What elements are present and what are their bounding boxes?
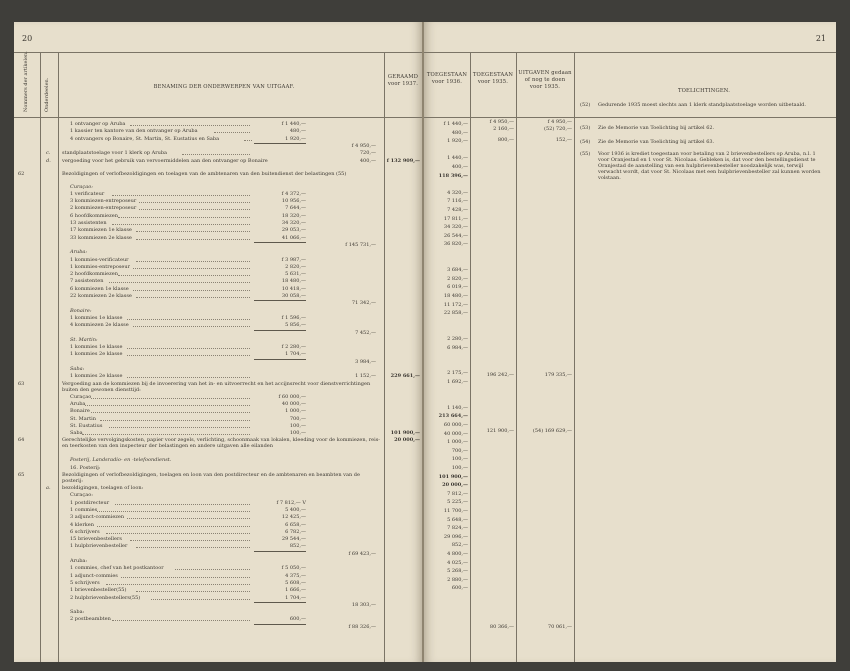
item-description: Bezoldigingen of verlofbezoldigingen en toelagen van de ambtenaren van den buitendienst der belastingen (55) bbox=[62, 170, 347, 177]
item-description: 6 hoofdkommiezen bbox=[70, 212, 118, 219]
toegestaan-1935-amount: 800,— bbox=[497, 137, 514, 143]
toegestaan-1936-amount: 100,— bbox=[451, 465, 468, 471]
article-number: 63 bbox=[18, 380, 25, 387]
sum-rule bbox=[254, 551, 306, 552]
page-number-right: 21 bbox=[815, 34, 826, 43]
leader-dots bbox=[136, 261, 250, 262]
sub-amount: f 1 440,— bbox=[281, 121, 306, 127]
leader-dots bbox=[85, 405, 250, 406]
left-page bbox=[14, 22, 422, 662]
note-text: Zie de Memorie van Toelichting bij artikel 62. bbox=[598, 125, 715, 131]
sub-amount: 5 631,— bbox=[285, 271, 306, 278]
header-toegestaan-1935: TOEGESTAAN voor 1935. bbox=[472, 72, 514, 85]
leader-dots bbox=[97, 511, 250, 512]
toegestaan-1936-amount: 1 000,— bbox=[447, 439, 468, 446]
note-text: Gedurende 1935 moest slechts aan 1 klerk standplaatstoelage worden uitbetaald. bbox=[598, 102, 806, 108]
item-description: 2 postbeambten bbox=[70, 616, 111, 623]
item-description: 1 ontvanger op Aruba bbox=[70, 121, 126, 127]
sub-amount: 600,— bbox=[289, 616, 306, 623]
sum-rule bbox=[254, 624, 306, 625]
item-description: 16. Posterij: bbox=[70, 464, 101, 471]
item-description: St. Eustatius bbox=[70, 422, 103, 429]
sum-rule bbox=[254, 359, 306, 360]
item-description: 2 kommiezen-entreposeur bbox=[70, 205, 137, 212]
header-toegestaan-1936: TOEGESTAAN voor 1936. bbox=[426, 72, 468, 85]
toegestaan-1936-amount: 2 880,— bbox=[447, 576, 468, 583]
sum-rule bbox=[254, 330, 306, 331]
geraamd-amount: 20 000,— bbox=[394, 437, 420, 444]
item-description: 7 assistenten bbox=[70, 278, 104, 285]
sub-amount: f 1 596,— bbox=[281, 314, 306, 321]
toegestaan-1936-amount: 22 858,— bbox=[443, 310, 468, 317]
toegestaan-1936-amount: 18 480,— bbox=[443, 293, 468, 299]
sub-amount: 18 480,— bbox=[281, 278, 306, 285]
part-letter: a. bbox=[46, 485, 51, 491]
toegestaan-1936-amount: 2 175,— bbox=[447, 370, 468, 377]
line-total: f 69 423,— bbox=[348, 550, 376, 557]
sub-amount: 700,— bbox=[289, 415, 306, 422]
line-total: 7 452,— bbox=[355, 329, 376, 336]
toegestaan-1936-amount: 101 900,— bbox=[438, 473, 468, 480]
sub-amount: 1 704,— bbox=[285, 351, 306, 358]
item-description: Bonaire bbox=[70, 408, 90, 415]
sum-rule bbox=[254, 242, 306, 243]
toegestaan-1936-amount: 7 428,— bbox=[447, 207, 468, 213]
toegestaan-1936-amount: 20 000,— bbox=[442, 482, 468, 489]
item-description: Posterij, Landsradio- en -telefoondienst. bbox=[70, 457, 172, 464]
leader-dots bbox=[112, 224, 250, 225]
sub-amount: 1 666,— bbox=[285, 587, 306, 594]
toegestaan-1935-amount: 80 366,— bbox=[489, 624, 514, 630]
toegestaan-1936-amount: 6 984,— bbox=[447, 344, 468, 351]
item-description: Aruba: bbox=[70, 249, 88, 256]
sub-amount: 100,— bbox=[289, 422, 306, 429]
right-page bbox=[424, 22, 836, 662]
leader-dots bbox=[118, 275, 250, 276]
item-description: Aruba bbox=[70, 400, 86, 407]
item-description: Vergoeding aan de kommiezen bij de invoerering van het in- en uitvoerrecht en het accijnsrecht voor dienstverrichtingen buiten den gewonen diensttijd: bbox=[62, 380, 371, 393]
item-description: Curaçao: bbox=[70, 492, 93, 499]
item-description: Bonaire: bbox=[70, 307, 92, 314]
leader-dots bbox=[136, 547, 250, 548]
leader-dots bbox=[175, 569, 250, 570]
item-description: vergoeding voor het gebruik van vervoermiddelen aan den ontvanger op Bonaire bbox=[62, 157, 268, 164]
item-description: 33 kommiezen 2e klasse bbox=[70, 234, 132, 241]
item-description: 1 postdirecteur bbox=[70, 499, 110, 506]
leader-dots bbox=[130, 125, 250, 126]
column-divider bbox=[58, 52, 59, 662]
toegestaan-1936-amount: 40 000,— bbox=[443, 430, 468, 437]
toegestaan-1935-amount: 196 242,— bbox=[486, 372, 514, 378]
sub-amount: 5 400,— bbox=[285, 506, 306, 513]
item-description: 1 hulpbrievenbesteller bbox=[70, 543, 128, 550]
toegestaan-1936-amount: 4 025,— bbox=[447, 559, 468, 566]
leader-dots bbox=[127, 319, 250, 320]
toegestaan-1936-amount: 11 700,— bbox=[443, 508, 468, 514]
uitgaven-amount: 70 061,— bbox=[547, 624, 572, 630]
toegestaan-1936-amount: 700,— bbox=[451, 447, 468, 454]
note-ref: (55) bbox=[580, 151, 591, 157]
note-text: Voor 1936 is krediet toegestaan voor betaling van 2 brievenbestellers op Aruba, n.l. 1 voor Oranjestad en 1 voor St. Nicolaas. Gebleken is, dat voor den bestellingsdienst te Oranjestad de aanstelling van een hulpbrievenbesteller noodzakelijk was, terwijl verwacht wordt, dat voor St. Nicolaas met een hulpbrievenbesteller zal kunnen worden volstaan. bbox=[598, 151, 821, 181]
column-divider bbox=[384, 52, 385, 662]
sub-amount: 1 000,— bbox=[285, 408, 306, 415]
sub-amount: 6 782,— bbox=[285, 528, 306, 535]
item-description: St. Martin bbox=[70, 415, 96, 422]
header-bottom-rule bbox=[424, 117, 836, 118]
leader-dots bbox=[115, 504, 250, 505]
item-description: 2 hoofdkommiezen bbox=[70, 271, 118, 278]
item-description: Aruba: bbox=[70, 558, 88, 564]
item-description: 1 commies, chef van het postkantoor bbox=[70, 565, 164, 572]
leader-dots bbox=[82, 434, 250, 435]
item-description: 6 schrijvers bbox=[70, 528, 100, 535]
sub-amount: 6 658,— bbox=[285, 521, 306, 528]
sub-amount: 10 418,— bbox=[281, 285, 306, 292]
uitgaven-amount: (54) 169 629,— bbox=[532, 428, 572, 434]
article-number: 65 bbox=[18, 472, 25, 478]
toegestaan-1936-amount: 480,— bbox=[451, 129, 468, 136]
item-description: standplaatstoelage voor 1 klerk op Aruba bbox=[62, 150, 168, 157]
item-description: 1 kommies 1e klasse bbox=[70, 314, 123, 321]
item-description: Saba: bbox=[70, 366, 85, 372]
sub-amount: 40 000,— bbox=[281, 400, 306, 407]
item-description: 4 ontvangers op Bonaire, St. Martin, St. Eustatius en Saba bbox=[70, 135, 220, 142]
sub-amount: 4 375,— bbox=[285, 572, 306, 579]
leader-dots bbox=[136, 239, 250, 240]
sub-amount: 30 058,— bbox=[281, 293, 306, 299]
sub-amount: f 3 987,— bbox=[281, 256, 306, 263]
sub-amount: f 60 000,— bbox=[278, 393, 306, 400]
sub-amount: 12 425,— bbox=[281, 514, 306, 521]
sub-amount: 5 608,— bbox=[285, 579, 306, 586]
sub-amount: 1 920,— bbox=[285, 135, 306, 142]
uitgaven-amount: f 4 950,— bbox=[547, 119, 572, 125]
sub-amount: 852,— bbox=[289, 543, 306, 550]
item-description: 1 kommies 2e klasse bbox=[70, 351, 123, 358]
toegestaan-1936-amount: 100,— bbox=[451, 456, 468, 463]
line-total: 1 152,— bbox=[355, 373, 376, 380]
column-divider bbox=[516, 52, 517, 662]
header-onderdeelen: Onderdeelen. bbox=[44, 77, 50, 112]
toegestaan-1936-amount: 26 544,— bbox=[443, 232, 468, 239]
part-letter: d. bbox=[46, 157, 51, 164]
sub-amount: f 5 050,— bbox=[281, 565, 306, 572]
note-ref: (53) bbox=[580, 125, 591, 131]
leader-dots bbox=[139, 209, 250, 210]
uitgaven-amount: (52) 720,— bbox=[544, 126, 572, 132]
leader-dots bbox=[127, 348, 250, 349]
leader-dots bbox=[100, 420, 250, 421]
leader-dots bbox=[214, 132, 250, 133]
leader-dots bbox=[106, 533, 250, 534]
item-description: 1 kommies 1e klasse bbox=[70, 344, 123, 351]
item-description: Curaçao bbox=[70, 393, 92, 400]
geraamd-amount: 101 900,— bbox=[390, 430, 420, 437]
item-description: 17 kommiezen 1e klasse bbox=[70, 227, 132, 234]
item-description: 1 kassier ten kantore van den ontvanger op Aruba bbox=[70, 128, 198, 135]
sub-amount: f 7 812,— V bbox=[276, 499, 306, 506]
item-description: 1 kommies-entreposeur bbox=[70, 263, 130, 270]
item-description: St. Martin: bbox=[70, 336, 98, 343]
leader-dots bbox=[118, 217, 250, 218]
line-total: 720,— bbox=[359, 150, 376, 157]
item-description: 13 assistenten bbox=[70, 220, 107, 226]
sub-amount: f 2 280,— bbox=[281, 344, 306, 351]
item-description: Saba: bbox=[70, 609, 85, 616]
toegestaan-1936-amount: 29 096,— bbox=[443, 533, 468, 540]
header-geraamd: GERAAMD voor 1937. bbox=[387, 74, 419, 87]
note-text: Zie de Memorie van Toelichting bij artikel 63. bbox=[598, 139, 715, 145]
item-description: 1 commies bbox=[70, 506, 98, 513]
item-description: Curaçao: bbox=[70, 183, 93, 190]
leader-dots bbox=[136, 297, 250, 298]
toegestaan-1936-amount: 600,— bbox=[451, 585, 468, 592]
item-description: 6 kommiezen 1e klasse bbox=[70, 285, 129, 292]
sub-amount: 480,— bbox=[289, 128, 306, 135]
leader-dots bbox=[97, 526, 250, 527]
line-total: f 145 731,— bbox=[345, 241, 376, 248]
leader-dots bbox=[182, 154, 250, 155]
header-bottom-rule bbox=[14, 117, 422, 118]
sub-amount: 100,— bbox=[289, 430, 306, 437]
article-number: 64 bbox=[18, 437, 25, 444]
sum-rule bbox=[254, 143, 306, 144]
toegestaan-1936-amount: 60 000,— bbox=[443, 422, 468, 428]
geraamd-amount: 229 661,— bbox=[390, 373, 420, 380]
toegestaan-1936-amount: 852,— bbox=[451, 542, 468, 549]
leader-dots bbox=[133, 326, 250, 327]
sub-amount: 18 320,— bbox=[281, 212, 306, 219]
sub-amount: 29 544,— bbox=[281, 536, 306, 543]
sub-amount: 41 066,— bbox=[281, 234, 306, 241]
leader-dots bbox=[133, 290, 250, 291]
line-total: 400,— bbox=[359, 157, 376, 164]
leader-dots bbox=[91, 412, 250, 413]
item-description: 2 hulpbrievenbestellers(55) bbox=[70, 594, 141, 601]
leader-dots bbox=[109, 282, 250, 283]
uitgaven-amount: 179 335,— bbox=[544, 372, 572, 378]
leader-dots bbox=[106, 584, 250, 585]
leader-dots bbox=[112, 195, 250, 196]
item-description: Bezoldigingen of verlofbezoldigingen, toelagen en loon van den postdirecteur en de ambtenaren en beambten van de posterij: bbox=[62, 472, 360, 484]
leader-dots bbox=[112, 620, 250, 621]
leader-dots bbox=[151, 599, 250, 600]
column-divider bbox=[470, 52, 471, 662]
toegestaan-1936-amount: 7 812,— bbox=[447, 490, 468, 497]
page-number-left: 20 bbox=[22, 34, 33, 43]
toegestaan-1936-amount: 7 824,— bbox=[447, 525, 468, 532]
header-toelichtingen: TOELICHTINGEN. bbox=[677, 88, 731, 94]
toegestaan-1936-amount: f 1 440,— bbox=[443, 121, 468, 127]
toegestaan-1936-amount: 4 320,— bbox=[447, 189, 468, 196]
line-total: 18 303,— bbox=[351, 601, 376, 608]
header-uitgaven: UITGAVEN gedaan of nog te doen voor 1935. bbox=[518, 70, 572, 90]
leader-dots bbox=[127, 377, 250, 378]
toegestaan-1936-amount: 3 684,— bbox=[447, 267, 468, 274]
item-description: 4 klerken bbox=[70, 521, 94, 528]
toegestaan-1936-amount: 5 225,— bbox=[447, 499, 468, 506]
sub-amount: 34 320,— bbox=[281, 220, 306, 226]
sub-amount: 7 644,— bbox=[285, 205, 306, 212]
leader-dots bbox=[136, 231, 250, 232]
item-description: 1 adjunct-commies bbox=[70, 572, 118, 579]
toegestaan-1936-amount: 2 820,— bbox=[447, 275, 468, 282]
item-description: Gerechtelijke vervolgingskosten, papier voor zegels, verlichting, schoonmaak van lokalen, kleeding voor de kommiezen, reis- en teerkosten van den inspecteur der belastingen en andere uitgaven alle eilanden bbox=[62, 437, 380, 450]
toegestaan-1935-amount: 2 160,— bbox=[493, 126, 514, 132]
header-benaming: BENAMING DER ONDERWERPEN VAN UITGAAF. bbox=[153, 84, 295, 90]
toegestaan-1936-amount: 4 800,— bbox=[447, 551, 468, 557]
leader-dots bbox=[136, 591, 250, 592]
toegestaan-1936-amount: 34 320,— bbox=[443, 224, 468, 231]
header-top-rule bbox=[14, 52, 422, 53]
item-description: 1 kommies 2e klasse bbox=[70, 373, 123, 380]
sub-amount: 1 704,— bbox=[285, 594, 306, 601]
uitgaven-amount: 152,— bbox=[555, 137, 572, 143]
item-description: 1 kommies-verificateur bbox=[70, 256, 129, 263]
sub-amount: 29 053,— bbox=[281, 227, 306, 234]
leader-dots bbox=[133, 268, 250, 269]
toegestaan-1936-amount: 2 280,— bbox=[447, 336, 468, 342]
item-description: 1 brievenbesteller(55) bbox=[70, 587, 127, 594]
toegestaan-1935-amount: f 4 950,— bbox=[489, 119, 514, 125]
toegestaan-1936-amount: 5 268,— bbox=[447, 568, 468, 575]
column-divider bbox=[40, 52, 41, 662]
toegestaan-1936-amount: 1 920,— bbox=[447, 138, 468, 145]
column-divider bbox=[574, 52, 575, 662]
line-total: 3 984,— bbox=[355, 358, 376, 365]
leader-dots bbox=[127, 355, 250, 356]
sum-rule bbox=[254, 300, 306, 301]
toegestaan-1936-amount: 5 648,— bbox=[447, 516, 468, 523]
item-description: 3 kommiezen-entreposeur bbox=[70, 198, 137, 205]
note-ref: (52) bbox=[580, 102, 591, 108]
line-total: f 88 326,— bbox=[348, 623, 376, 630]
leader-dots bbox=[121, 577, 250, 578]
toegestaan-1936-amount: 6 019,— bbox=[447, 284, 468, 291]
article-number: 62 bbox=[18, 170, 25, 177]
leader-dots bbox=[130, 540, 250, 541]
leader-dots bbox=[139, 202, 250, 203]
toegestaan-1936-amount: 7 116,— bbox=[447, 198, 468, 205]
item-description: Saba bbox=[70, 430, 83, 437]
item-description: 22 kommiezen 2e klasse bbox=[70, 293, 132, 299]
item-description: 3 adjunct-commiezen bbox=[70, 514, 125, 521]
sub-amount: f 4 372,— bbox=[281, 190, 306, 197]
leader-dots bbox=[91, 398, 250, 399]
note-ref: (54) bbox=[580, 139, 591, 145]
header-nommers: Nommers der artikelen. bbox=[23, 51, 29, 112]
sub-amount: 5 856,— bbox=[285, 322, 306, 329]
toegestaan-1936-amount: 1 440,— bbox=[447, 155, 468, 162]
leader-dots bbox=[109, 427, 250, 428]
sub-amount: 10 956,— bbox=[281, 198, 306, 205]
sub-amount: 2 820,— bbox=[285, 263, 306, 270]
part-letter: c. bbox=[46, 150, 51, 157]
toegestaan-1936-amount: 17 811,— bbox=[443, 215, 468, 222]
toegestaan-1935-amount: 121 900,— bbox=[486, 428, 514, 434]
item-description: 15 brievenbestellers bbox=[70, 536, 122, 543]
toegestaan-1936-amount: 118 396,— bbox=[438, 172, 468, 179]
toegestaan-1936-amount: 36 820,— bbox=[443, 241, 468, 248]
item-description: 1 verificateur bbox=[70, 190, 105, 197]
leader-dots bbox=[127, 518, 250, 519]
item-description: 4 kommiezen 2e klasse bbox=[70, 322, 129, 329]
sum-rule bbox=[254, 602, 306, 603]
toegestaan-1936-amount: 400,— bbox=[451, 164, 468, 170]
toegestaan-1936-amount: 1 140,— bbox=[447, 404, 468, 411]
toegestaan-1936-amount: 213 664,— bbox=[438, 413, 468, 420]
line-total: 71 342,— bbox=[351, 300, 376, 307]
line-total: f 4 950,— bbox=[351, 142, 376, 149]
item-description: bezoldigingen, toelagen of loon: bbox=[62, 485, 144, 491]
header-top-rule bbox=[424, 52, 836, 53]
toegestaan-1936-amount: 1 692,— bbox=[447, 379, 468, 385]
leader-dots bbox=[244, 140, 252, 141]
item-description: 5 schrijvers bbox=[70, 579, 100, 586]
geraamd-amount: f 132 909,— bbox=[386, 157, 420, 164]
toegestaan-1936-amount: 11 172,— bbox=[443, 301, 468, 308]
